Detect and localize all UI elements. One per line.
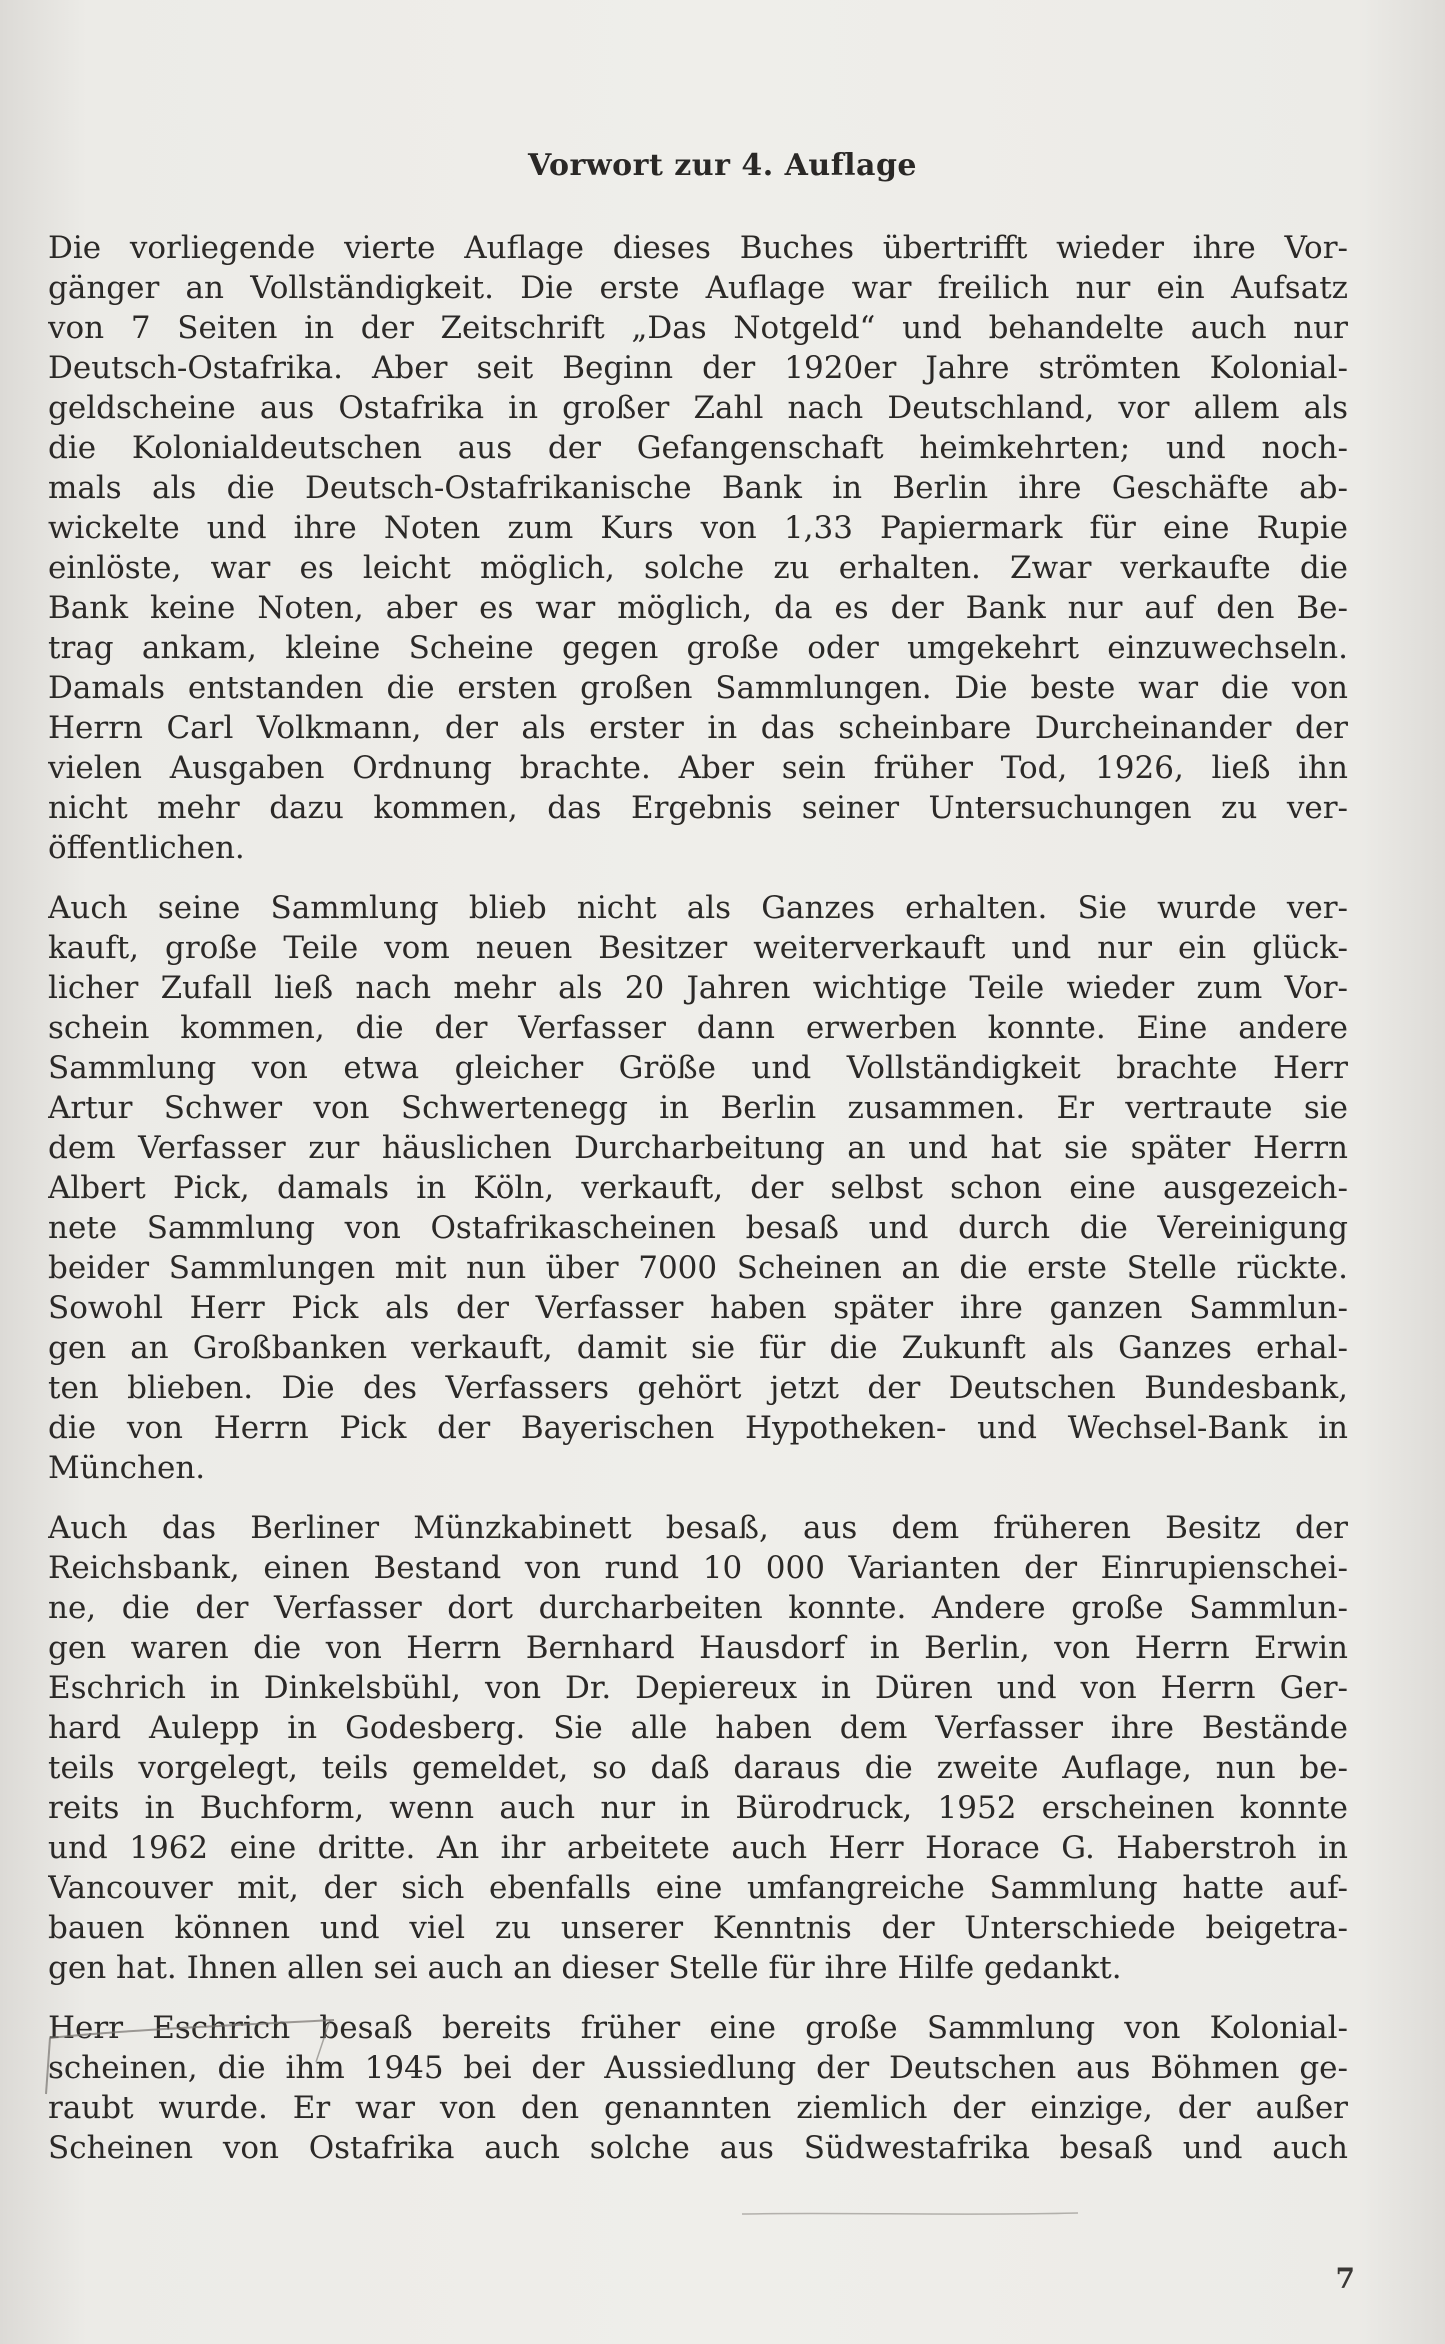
text-line: reits in Buchform, wenn auch nur in Bürodruck, 1952 erscheinen konnte [48, 1790, 1348, 1826]
text-line: Sowohl Herr Pick als der Verfasser haben später ihre ganzen Sammlun- [48, 1290, 1348, 1326]
text-line: die von Herrn Pick der Bayerischen Hypotheken- und Wechsel-Bank in [48, 1410, 1348, 1446]
text-line: mals als die Deutsch-Ostafrikanische Bank in Berlin ihre Geschäfte ab- [48, 470, 1348, 506]
text-line: dem Verfasser zur häuslichen Durcharbeitung an und hat sie später Herrn [48, 1130, 1348, 1166]
text-line: nete Sammlung von Ostafrikascheinen besaß und durch die Vereinigung [48, 1210, 1348, 1246]
text-line: Auch das Berliner Münzkabinett besaß, aus dem früheren Besitz der [48, 1510, 1348, 1546]
text-line: schein kommen, die der Verfasser dann erwerben konnte. Eine andere [48, 1010, 1348, 1046]
text-line: Sammlung von etwa gleicher Größe und Vollständigkeit brachte Herr [48, 1050, 1348, 1086]
text-line: Herrn Carl Volkmann, der als erster in das scheinbare Durcheinander der [48, 710, 1348, 746]
text-line: Scheinen von Ostafrika auch solche aus Südwestafrika besaß und auch [48, 2130, 1348, 2166]
text-line: Reichsbank, einen Bestand von rund 10 000 Varianten der Einrupienschei- [48, 1550, 1348, 1586]
text-line: scheinen, die ihm 1945 bei der Aussiedlung der Deutschen aus Böhmen ge- [48, 2050, 1348, 2086]
text-line: geldscheine aus Ostafrika in großer Zahl nach Deutschland, vor allem als [48, 390, 1348, 426]
text-line: gänger an Vollständigkeit. Die erste Auflage war freilich nur ein Aufsatz [48, 270, 1348, 306]
text-line: wickelte und ihre Noten zum Kurs von 1,33 Papiermark für eine Rupie [48, 510, 1348, 546]
text-line: trag ankam, kleine Scheine gegen große oder umgekehrt einzuwechseln. [48, 630, 1348, 666]
text-line: gen hat. Ihnen allen sei auch an dieser Stelle für ihre Hilfe gedankt. [48, 1950, 1122, 1986]
text-line: kauft, große Teile vom neuen Besitzer weiterverkauft und nur ein glück- [48, 930, 1348, 966]
text-line: einlöste, war es leicht möglich, solche zu erhalten. Zwar verkaufte die [48, 550, 1348, 586]
body-text [48, 228, 1348, 2188]
text-line: teils vorgelegt, teils gemeldet, so daß daraus die zweite Auflage, nun be- [48, 1750, 1348, 1786]
text-line: gen an Großbanken verkauft, damit sie für die Zukunft als Ganzes erhal- [48, 1330, 1348, 1366]
page-title: Vorwort zur 4. Auflage [527, 148, 918, 183]
text-line: gen waren die von Herrn Bernhard Hausdorf in Berlin, von Herrn Erwin [48, 1630, 1348, 1666]
text-line: licher Zufall ließ nach mehr als 20 Jahren wichtige Teile wieder zum Vor- [48, 970, 1348, 1006]
text-line: raubt wurde. Er war von den genannten ziemlich der einzige, der außer [48, 2090, 1348, 2126]
text-line: nicht mehr dazu kommen, das Ergebnis seiner Untersuchungen zu ver- [48, 790, 1348, 826]
text-line: Albert Pick, damals in Köln, verkauft, der selbst schon eine ausgezeich- [48, 1170, 1348, 1206]
text-line: hard Aulepp in Godesberg. Sie alle haben dem Verfasser ihre Bestände [48, 1710, 1348, 1746]
pencil-underline-mark [740, 2208, 1080, 2220]
text-line: vielen Ausgaben Ordnung brachte. Aber sein früher Tod, 1926, ließ ihn [48, 750, 1348, 786]
text-line: beider Sammlungen mit nun über 7000 Scheinen an die erste Stelle rückte. [48, 1250, 1348, 1286]
text-line: Deutsch-Ostafrika. Aber seit Beginn der 1920er Jahre strömten Kolonial- [48, 350, 1348, 386]
text-line: Herr Eschrich besaß bereits früher eine große Sammlung von Kolonial- [48, 2010, 1348, 2046]
paragraph-3 [48, 1508, 1348, 1988]
text-line: und 1962 eine dritte. An ihr arbeitete auch Herr Horace G. Haberstroh in [48, 1830, 1348, 1866]
text-line: öffentlichen. [48, 830, 245, 866]
paragraph-4 [48, 2008, 1348, 2168]
text-line: Damals entstanden die ersten großen Sammlungen. Die beste war die von [48, 670, 1348, 706]
text-line: ne, die der Verfasser dort durcharbeiten konnte. Andere große Sammlun- [48, 1590, 1348, 1626]
text-line: Eschrich in Dinkelsbühl, von Dr. Depiereux in Düren und von Herrn Ger- [48, 1670, 1348, 1706]
text-line: die Kolonialdeutschen aus der Gefangenschaft heimkehrten; und noch- [48, 430, 1348, 466]
text-line: Bank keine Noten, aber es war möglich, da es der Bank nur auf den Be- [48, 590, 1348, 626]
text-line: von 7 Seiten in der Zeitschrift „Das Notgeld“ und behandelte auch nur [48, 310, 1348, 346]
paragraph-1 [48, 228, 1348, 868]
text-line: Vancouver mit, der sich ebenfalls eine umfangreiche Sammlung hatte auf- [48, 1870, 1348, 1906]
paragraph-2 [48, 888, 1348, 1488]
text-line: Artur Schwer von Schwertenegg in Berlin zusammen. Er vertraute sie [48, 1090, 1348, 1126]
text-line: bauen können und viel zu unserer Kenntnis der Unterschiede beigetra- [48, 1910, 1348, 1946]
page-number: 7 [1335, 2262, 1355, 2295]
text-line: Auch seine Sammlung blieb nicht als Ganzes erhalten. Sie wurde ver- [48, 890, 1348, 926]
text-line: München. [48, 1450, 206, 1486]
text-line: Die vorliegende vierte Auflage dieses Buches übertrifft wieder ihre Vor- [48, 230, 1348, 266]
text-line: ten blieben. Die des Verfassers gehört jetzt der Deutschen Bundesbank, [48, 1370, 1348, 1406]
